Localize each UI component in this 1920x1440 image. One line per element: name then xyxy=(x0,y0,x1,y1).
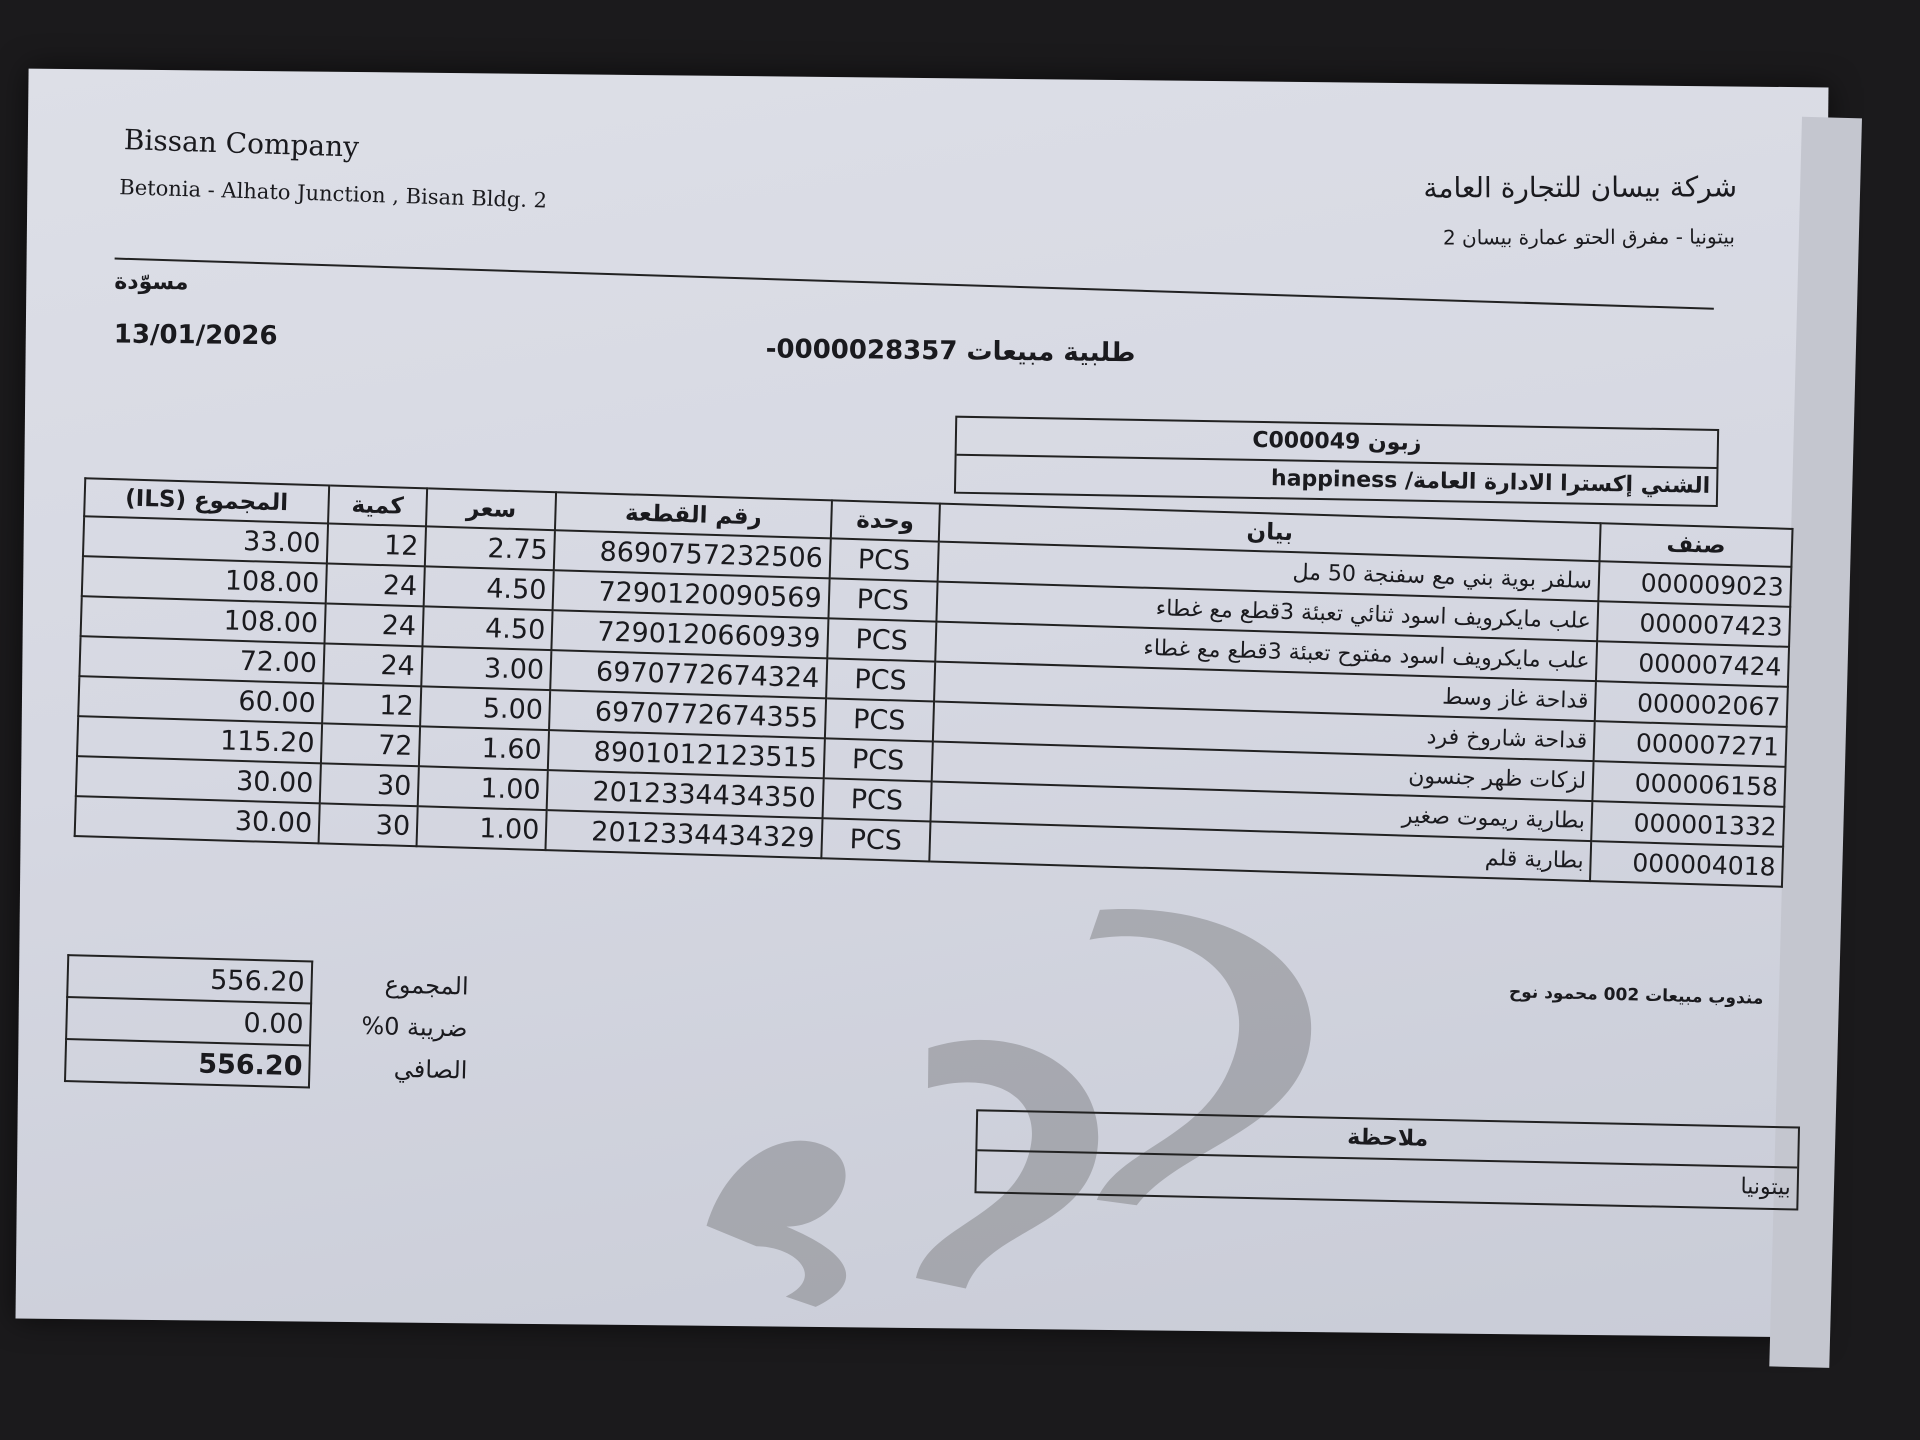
cell-price: 4.50 xyxy=(422,606,552,650)
cell-category: 000006158 xyxy=(1592,761,1785,807)
subtotal-label: المجموع xyxy=(384,970,469,1001)
cell-total: 33.00 xyxy=(83,516,328,563)
cell-description: بطارية ريموت صغير xyxy=(931,781,1593,841)
cell-description: بطارية قلم xyxy=(929,821,1591,881)
cell-quantity: 24 xyxy=(323,643,422,686)
cell-unit: PCS xyxy=(827,618,937,661)
items-table xyxy=(74,477,1794,888)
cell-category: 000007271 xyxy=(1594,721,1787,767)
customer-box xyxy=(954,416,1719,507)
cell-part-number: 2012334434329 xyxy=(546,810,822,858)
cell-description: علب مايكرويف اسود ثنائي تعبئة 3قطع مع غطاء xyxy=(936,582,1598,642)
cell-part-number: 8901012123515 xyxy=(548,730,824,778)
cell-category: 000007424 xyxy=(1596,641,1789,687)
cell-part-number: 2012334434350 xyxy=(547,770,823,818)
note-text: بيتونيا xyxy=(1740,1174,1792,1201)
cell-quantity: 30 xyxy=(319,803,418,846)
cell-unit: PCS xyxy=(828,578,938,621)
cell-price: 5.00 xyxy=(420,686,550,730)
tax-label: ضريبة 0% xyxy=(361,1011,468,1043)
cell-description: علب مايكرويف اسود مفتوح تعبئة 3قطع مع غطاء xyxy=(935,622,1597,682)
cell-quantity: 72 xyxy=(321,723,420,766)
cell-category: 000001332 xyxy=(1591,801,1784,847)
cell-unit: PCS xyxy=(823,738,933,781)
cell-unit: PCS xyxy=(824,698,934,741)
header-price: سعر xyxy=(426,488,556,530)
header-part-number: رقم القطعة xyxy=(555,492,831,538)
net-label: الصافي xyxy=(393,1054,468,1085)
cell-unit: PCS xyxy=(826,658,936,701)
cell-category: 000002067 xyxy=(1595,681,1788,727)
header-description: بيان xyxy=(939,504,1601,562)
order-title: طلبية مبيعات 0000028357- xyxy=(765,334,1136,369)
cell-quantity: 30 xyxy=(320,763,419,806)
cell-quantity: 12 xyxy=(327,523,426,566)
note-box xyxy=(974,1109,1800,1210)
cell-price: 2.75 xyxy=(425,526,555,570)
cell-unit: PCS xyxy=(829,538,939,581)
logo-watermark xyxy=(666,895,1370,1322)
cell-price: 1.00 xyxy=(418,766,548,810)
cell-total: 30.00 xyxy=(76,756,321,803)
company-name-en: Bissan Company xyxy=(123,123,360,164)
cell-description: لزكات ظهر جنسون xyxy=(932,742,1594,802)
company-address-ar: بيتونيا - مفرق الحتو عمارة بيسان 2 xyxy=(1442,224,1735,250)
cell-description: سلفر بوية بني مع سفنجة 50 مل xyxy=(938,542,1600,602)
cell-part-number: 8690757232506 xyxy=(554,530,830,578)
invoice-paper xyxy=(16,69,1829,1338)
cell-total: 72.00 xyxy=(79,636,324,683)
cell-quantity: 24 xyxy=(324,603,423,646)
header-divider xyxy=(115,258,1714,310)
header-unit: وحدة xyxy=(830,500,940,541)
cell-description: قداحة غاز وسط xyxy=(934,662,1596,722)
cell-total: 108.00 xyxy=(82,556,327,603)
cell-total: 115.20 xyxy=(77,716,322,763)
cell-quantity: 12 xyxy=(322,683,421,726)
cell-part-number: 7290120660939 xyxy=(552,610,828,658)
header-quantity: كمية xyxy=(328,485,427,526)
cell-part-number: 6970772674324 xyxy=(551,650,827,698)
document-status: مسوّدة xyxy=(114,269,189,296)
subtotal-value: 556.20 xyxy=(67,955,312,1003)
cell-part-number: 6970772674355 xyxy=(549,690,825,738)
note-heading: ملاحظة xyxy=(977,1111,1798,1168)
net-value: 556.20 xyxy=(65,1039,310,1087)
cell-price: 4.50 xyxy=(424,566,554,610)
cell-price: 3.00 xyxy=(421,646,551,690)
header-total: المجموع (ILS) xyxy=(84,478,329,523)
tax-value: 0.00 xyxy=(66,997,311,1045)
totals-table xyxy=(64,954,477,1093)
cell-total: 30.00 xyxy=(75,796,320,843)
cell-total: 108.00 xyxy=(81,596,326,643)
cell-unit: PCS xyxy=(821,818,931,861)
cell-category: 000007423 xyxy=(1597,601,1790,647)
cell-unit: PCS xyxy=(822,778,932,821)
cell-category: 000009023 xyxy=(1598,561,1791,607)
cell-category: 000004018 xyxy=(1590,841,1783,887)
cell-price: 1.60 xyxy=(419,726,549,770)
customer-name: الشني إكسترا الادارة العامة/ happiness xyxy=(1270,466,1711,499)
document-date: 13/01/2026 xyxy=(113,319,278,352)
cell-part-number: 7290120090569 xyxy=(553,570,829,618)
cell-total: 60.00 xyxy=(78,676,323,723)
company-name-ar: شركة بيسان للتجارة العامة xyxy=(1423,170,1738,205)
sales-representative: مندوب مبيعات 002 محمود نوح xyxy=(1508,982,1764,1009)
company-address-en: Betonia - Alhato Junction , Bisan Bldg. 2 xyxy=(119,175,548,213)
header-category: صنف xyxy=(1600,523,1793,567)
cell-price: 1.00 xyxy=(417,806,547,850)
customer-code: زبون C000049 xyxy=(957,418,1718,469)
cell-description: قداحة شاروخ فرد xyxy=(933,702,1595,762)
cell-quantity: 24 xyxy=(326,563,425,606)
